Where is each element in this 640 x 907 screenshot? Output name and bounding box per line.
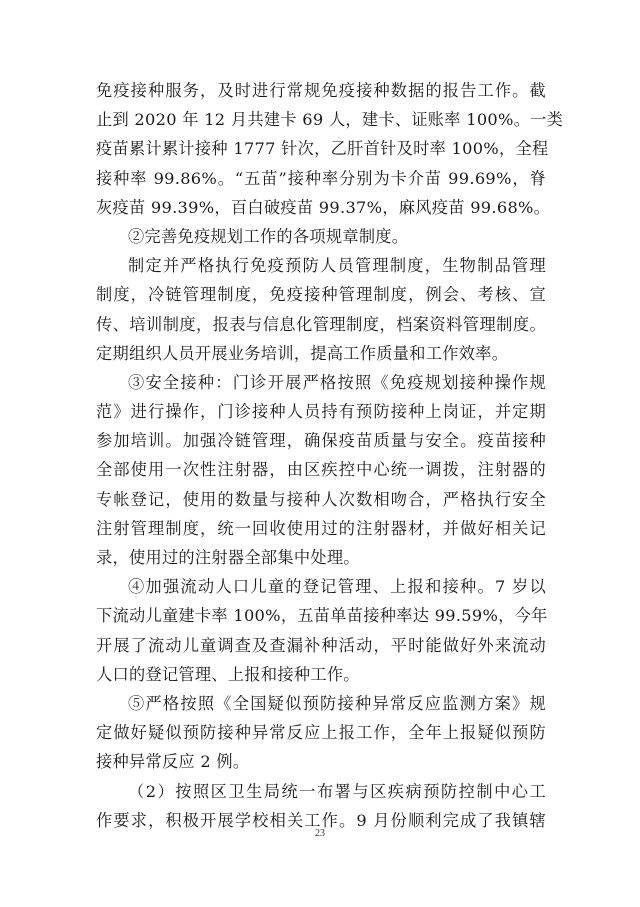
text-line: 止到 2020 年 12 月共建卡 69 人，建卡、证账率 100%。一类 [96, 110, 564, 130]
paragraph [96, 572, 546, 689]
document-body [96, 76, 564, 835]
text-line: 人口的登记管理、上报和接种工作。 [96, 664, 360, 684]
text-line: 灰疫苗 99.39%，百白破疫苗 99.37%，麻风疫苗 99.68%。 [96, 197, 551, 217]
text-line: 下流动儿童建卡率 100%，五苗单苗接种率达 99.59%，今年 [96, 606, 548, 626]
text-line: （2）按照区卫生局统一布署与区疾病预防控制中心工 [128, 781, 546, 801]
paragraph [96, 251, 546, 368]
paragraph [96, 76, 564, 222]
text-line: 全部使用一次性注射器，由区疾控中心统一调拨，注射器的 [96, 460, 546, 480]
paragraph [96, 777, 546, 835]
text-line: 参加培训。加强冷链管理，确保疫苗质量与安全。疫苗接种 [96, 431, 546, 451]
text-line: 制度，冷链管理制度，免疫接种管理制度，例会、考核、宣 [96, 285, 546, 305]
text-line: ⑤严格按照《全国疑似预防接种异常反应监测方案》规 [128, 693, 546, 713]
text-line: 免疫接种服务，及时进行常规免疫接种数据的报告工作。截 [96, 81, 546, 100]
text-line: 注射管理制度，统一回收使用过的注射器材，并做好相关记 [96, 518, 546, 538]
text-line: 疫苗累计累计接种 1777 针次，乙肝首针及时率 100%，全程 [96, 139, 549, 159]
paragraph [96, 368, 546, 572]
text-line: 接种异常反应 2 例。 [96, 752, 250, 772]
text-line: 定做好疑似预防接种异常反应上报工作，全年上报疑似预防 [96, 723, 546, 743]
text-line: 制定并严格执行免疫预防人员管理制度，生物制品管理 [128, 256, 546, 276]
text-line: 专帐登记，使用的数量与接种人次数相吻合，严格执行安全 [96, 489, 546, 509]
text-line: ②完善免疫规划工作的各项规章制度。 [128, 226, 409, 246]
paragraph [96, 689, 546, 777]
text-line: ③安全接种：门诊开展严格按照《免疫规划接种操作规 [128, 372, 546, 392]
text-line: 开展了流动儿童调查及查漏补种活动，平时能做好外来流动 [96, 635, 546, 655]
text-line: 范》进行操作，门诊接种人员持有预防接种上岗证，并定期 [96, 402, 546, 422]
text-line: 接种率 99.86%。“五苗”接种率分别为卡介苗 99.69%，脊 [96, 168, 546, 188]
text-line: 传、培训制度，报表与信息化管理制度，档案资料管理制度。 [96, 314, 546, 334]
text-line: 定期组织人员开展业务培训，提高工作质量和工作效率。 [96, 343, 509, 363]
paragraph [96, 222, 546, 251]
text-line: 作要求，积极开展学校相关工作。9 月份顺利完成了我镇辖 [96, 810, 546, 830]
text-line: ④加强流动人口儿童的登记管理、上报和接种。7 岁以 [128, 577, 546, 597]
page-number: 23 [315, 828, 325, 839]
text-line: 录，使用过的注射器全部集中处理。 [96, 548, 360, 567]
